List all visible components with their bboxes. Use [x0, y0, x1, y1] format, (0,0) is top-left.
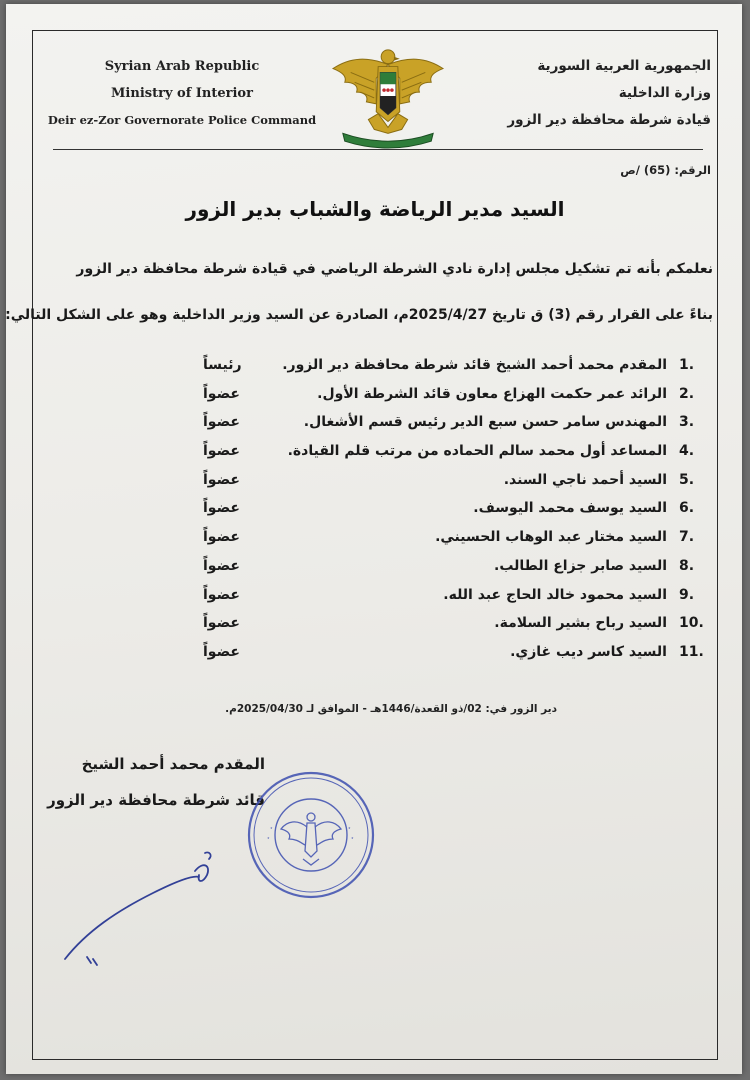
- member-number: 2.: [679, 385, 695, 402]
- member-number: 8.: [679, 557, 695, 574]
- command-name-en: Deir ez-Zor Governorate Police Command: [47, 113, 317, 127]
- member-number: 11.: [679, 643, 704, 660]
- command-name-ar: قيادة شرطة محافظة دير الزور: [507, 112, 711, 128]
- syrian-eagle-emblem-icon: [329, 43, 447, 151]
- list-item: [33, 443, 717, 472]
- body-paragraph-1: نعلمكم بأنه تم تشكيل مجلس إدارة نادي الشرطة الرياضي في قيادة شرطة محافظة دير الزور: [76, 261, 713, 277]
- addressee-title: السيد مدير الرياضة والشباب بدير الزور: [185, 197, 565, 221]
- member-number: 7.: [679, 529, 695, 546]
- list-item: [33, 414, 717, 443]
- member-role: عضواً: [203, 529, 240, 546]
- member-role: عضواً: [203, 414, 240, 431]
- svg-text:★: ★: [270, 826, 273, 830]
- members-list: [33, 357, 717, 673]
- list-item: [33, 615, 717, 644]
- svg-text:★: ★: [267, 836, 270, 840]
- member-name: المساعد أول محمد سالم الحماده من مرتب قلم القيادة.: [287, 443, 667, 460]
- member-number: 4.: [679, 443, 695, 460]
- member-name: السيد محمود خالد الحاج عبد الله.: [443, 586, 667, 603]
- ministry-name-ar: وزارة الداخلية: [618, 85, 711, 101]
- member-number: 3.: [679, 414, 695, 431]
- body-paragraph-2: بناءً على القرار رقم (3) ق تاريخ 2025/4/27م، الصادرة عن السيد وزير الداخلية وهو على الشكل التالي:: [5, 307, 713, 323]
- member-name: السيد كاسر ديب غازي.: [510, 643, 667, 660]
- member-name: السيد أحمد ناجي السند.: [503, 471, 667, 488]
- member-name: الرائد عمر حكمت الهزاع معاون قائد الشرطة الأول.: [317, 385, 667, 402]
- member-number: 9.: [679, 586, 695, 603]
- member-role: عضواً: [203, 615, 240, 632]
- member-name: السيد يوسف محمد اليوسف.: [473, 500, 667, 517]
- member-role: رئيساً: [203, 357, 242, 373]
- list-item: [33, 472, 717, 501]
- list-item: [33, 357, 717, 386]
- list-item: [33, 529, 717, 558]
- header-divider: [53, 149, 703, 150]
- member-number: 10.: [679, 615, 704, 632]
- member-name: المهندس سامر حسن سبع الدير رئيس قسم الأشغال.: [303, 414, 667, 431]
- member-name: السيد مختار عبد الوهاب الحسيني.: [435, 529, 667, 546]
- member-number: 5.: [679, 471, 695, 488]
- issue-date: دير الزور في: 02/ذو القعدة/1446هـ - الموافق لـ 2025/04/30م.: [225, 703, 557, 715]
- member-name: السيد صابر جزاع الطالب.: [494, 557, 667, 574]
- english-letterhead: [47, 53, 317, 134]
- list-item: [33, 644, 717, 673]
- country-name-ar: الجمهورية العربية السورية: [537, 58, 711, 74]
- member-number: 1.: [679, 357, 695, 373]
- member-role: عضواً: [203, 500, 240, 517]
- list-item: [33, 386, 717, 415]
- member-number: 6.: [679, 500, 695, 517]
- member-role: عضواً: [203, 557, 240, 574]
- member-role: عضواً: [203, 643, 240, 660]
- official-seal-stamp-icon: [245, 769, 377, 901]
- ministry-name-en: Ministry of Interior: [111, 86, 253, 101]
- member-name: السيد رباح بشير السلامة.: [494, 615, 667, 632]
- handwritten-signature-icon: [57, 831, 247, 981]
- signatory-name: المقدم محمد أحمد الشيخ: [81, 755, 265, 773]
- list-item: [33, 500, 717, 529]
- country-name-en: Syrian Arab Republic: [104, 59, 260, 74]
- member-role: عضواً: [203, 471, 240, 488]
- member-role: عضواً: [203, 443, 240, 460]
- document-paper: [6, 4, 742, 1074]
- svg-text:★: ★: [348, 826, 351, 830]
- list-item: [33, 558, 717, 587]
- signatory-title: قائد شرطة محافظة دير الزور: [47, 791, 265, 809]
- document-frame: [5, 30, 718, 1060]
- arabic-letterhead: [481, 53, 711, 134]
- member-role: عضواً: [203, 385, 240, 402]
- list-item: [33, 587, 717, 616]
- svg-text:★: ★: [351, 836, 354, 840]
- member-name: المقدم محمد أحمد الشيخ قائد شرطة محافظة دير الزور.: [282, 357, 667, 373]
- reference-number: الرقم: (65) /ص: [620, 163, 711, 177]
- member-role: عضواً: [203, 586, 240, 603]
